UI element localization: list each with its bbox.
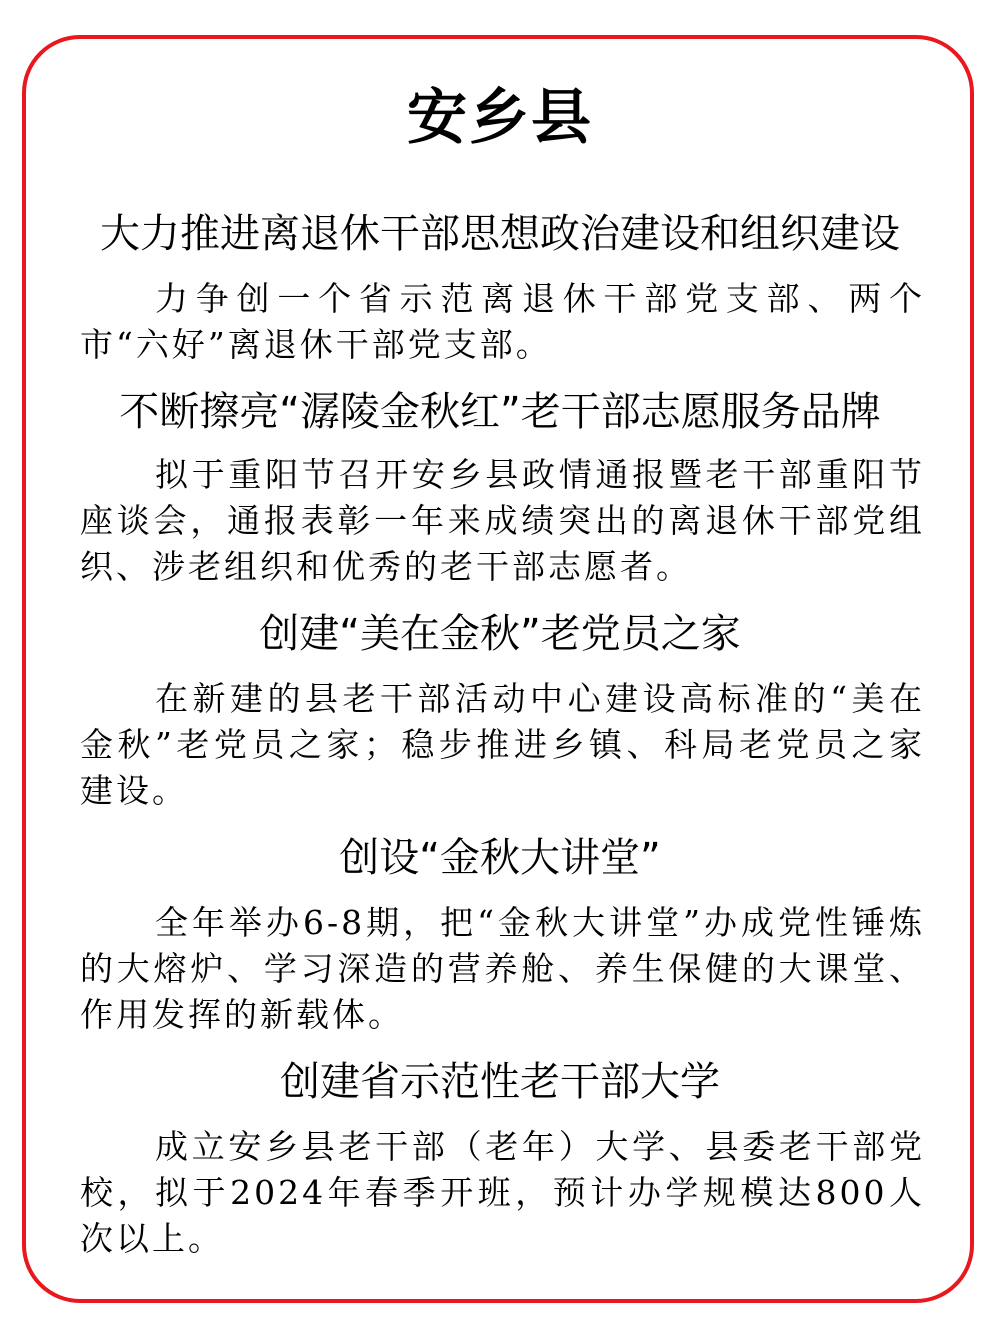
section-heading-5: 创建省示范性老干部大学	[280, 1059, 720, 1105]
section-body-5: 成立安乡县老干部（老年）大学、县委老干部党校，拟于2024年春季开班，预计办学规模达800人次以上。	[80, 1127, 925, 1258]
section-heading-1: 大力推进离退休干部思想政治建设和组织建设	[100, 211, 900, 257]
section-heading-3: 创建“美在金秋”老党员之家	[259, 611, 741, 657]
page-title: 安乡县	[407, 83, 593, 153]
section-body-3: 在新建的县老干部活动中心建设高标准的“美在金秋”老党员之家；稳步推进乡镇、科局老党员之家建设。	[80, 679, 925, 810]
section-body-1: 力争创一个省示范离退休干部党支部、两个市“六好”离退休干部党支部。	[80, 279, 925, 364]
section-heading-4: 创设“金秋大讲堂”	[339, 835, 661, 881]
section-body-2: 拟于重阳节召开安乡县政情通报暨老干部重阳节座谈会，通报表彰一年来成绩突出的离退休干部党组织、涉老组织和优秀的老干部志愿者。	[80, 455, 925, 586]
section-heading-2: 不断擦亮“潺陵金秋红”老干部志愿服务品牌	[119, 389, 881, 435]
section-body-4: 全年举办6-8期，把“金秋大讲堂”办成党性锤炼的大熔炉、学习深造的营养舱、养生保健的大课堂、作用发挥的新载体。	[80, 903, 925, 1034]
